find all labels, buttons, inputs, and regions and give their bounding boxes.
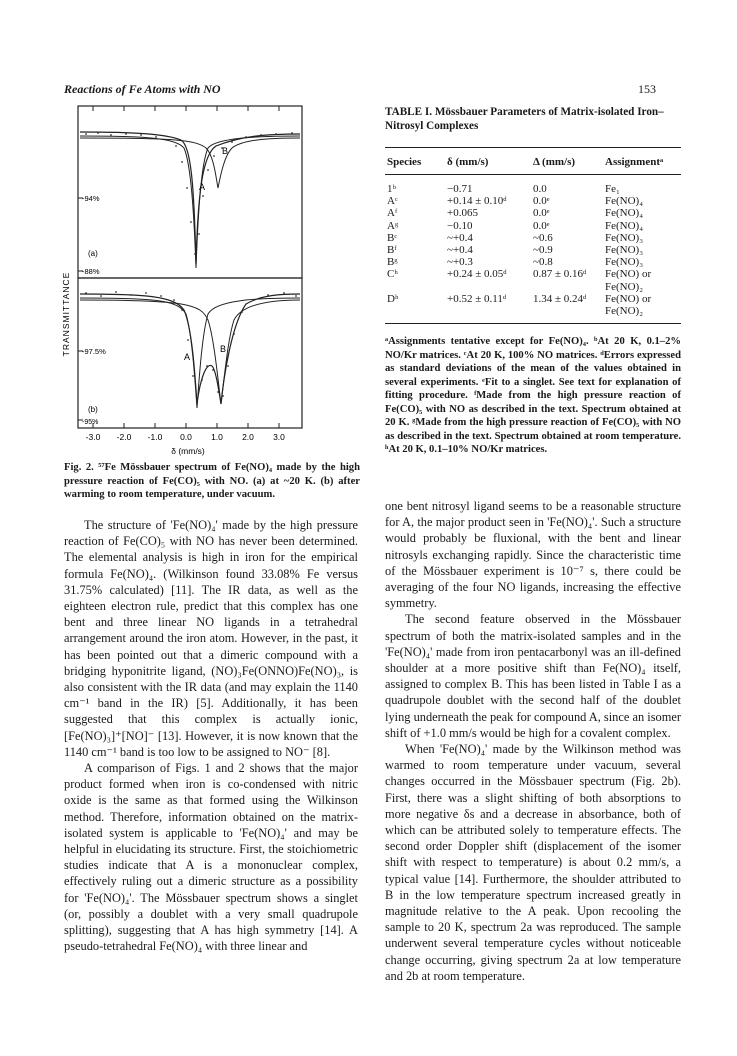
table-cell: 0.0ᵉ (533, 195, 550, 208)
table-cell: −0.71 (447, 183, 473, 195)
top-peak-B-label: B (222, 146, 229, 156)
table-cell: ~0.8 (533, 256, 553, 269)
table-header: δ (mm/s) (445, 148, 531, 175)
top-panel-tag: (a) (88, 249, 98, 258)
table-cell: +0.52 ± 0.11ᵈ (445, 293, 531, 324)
bottom-data-points (85, 291, 297, 401)
bottom-peak-B-label: B (220, 344, 227, 354)
right-column-text (385, 498, 681, 984)
table-cell: −0.10 (447, 219, 473, 232)
table-cell: Fe(NO) or Fe(NO)₂ (605, 268, 652, 293)
page-number: 153 (638, 82, 656, 96)
table-row (385, 220, 681, 232)
table-row (385, 195, 681, 207)
x-tick-labels (86, 432, 286, 442)
x-axis-label: δ (mm/s) (171, 446, 205, 456)
table-cell: 0.0ᵉ (533, 219, 550, 232)
table-cell: ~+0.4 (447, 231, 473, 244)
table-cell: Fe(NO)₃ (605, 231, 644, 244)
table-cell: Bᶠ (387, 244, 397, 257)
x-tick-label: 1.0 (211, 432, 223, 442)
top-level-upper: -94% (82, 194, 100, 203)
table-cell: ~+0.3 (447, 256, 473, 269)
paragraph: The second feature observed in the Mössbauer spectrum of both the matrix-isolated samples and in the 'Fe(NO)₄' made from iron pentacarbonyl was an ill-defined shoulder at a more positive shift than Fe(NO)₄ itself, assigned to complex B. This has been listed in Table I as a quadrupole doublet with the second half of the doublet lying underneath the peak for compound A, since an isomer shift of +1.0 mm/s would be high for a covalent complex. (385, 612, 681, 740)
table-cell: Fe(NO)₄ (605, 195, 644, 208)
table-row (385, 244, 681, 256)
mossbauer-table (385, 147, 681, 324)
caption-label: Fig. 2. (64, 462, 94, 473)
table-cell: +0.24 ± 0.05ᵈ (447, 268, 507, 281)
table-cell: Aᶠ (387, 207, 398, 220)
table-cell: 0.0 (533, 183, 547, 195)
table-cell: +0.065 (447, 207, 478, 220)
table-cell: ~0.6 (533, 231, 553, 244)
table-row (385, 293, 681, 324)
table-cell: ~0.9 (533, 244, 553, 257)
top-peak-A (80, 136, 300, 268)
bottom-fit-envelope (80, 294, 300, 404)
table-row (385, 207, 681, 219)
top-fit-envelope (80, 132, 300, 264)
bottom-peak-A-label: A (184, 352, 191, 362)
top-peak-A-label: A (199, 182, 206, 192)
mossbauer-figure (56, 104, 356, 464)
bottom-level-lower: -95% (82, 419, 99, 426)
top-level-lower: -88% (82, 267, 100, 276)
table-cell: Fe(NO)₃ (605, 244, 644, 257)
table-header: Assignmentᵃ (603, 148, 681, 175)
table-footnotes (385, 335, 681, 457)
table-cell: Cʰ (387, 268, 398, 281)
y-axis-label: TRANSMITTANCE (61, 271, 71, 357)
left-column-text (64, 517, 358, 954)
table-cell: Fe(NO)₄ (605, 219, 644, 232)
bottom-level-upper: -97.5% (82, 347, 106, 356)
table-cell: Aᶜ (387, 195, 398, 208)
table-cell: 0.87 ± 0.16ᵈ (533, 268, 587, 281)
top-ticks (78, 106, 279, 428)
table-row (385, 268, 681, 292)
table-cell: 1.34 ± 0.24ᵈ (531, 293, 603, 324)
table-cell: Fe(NO)₄ (605, 207, 644, 220)
table-cell: Dʰ (385, 293, 445, 324)
running-title: Reactions of Fe Atoms with NO (64, 82, 221, 96)
table-header-row (385, 148, 681, 175)
x-tick-label: -1.0 (147, 432, 163, 442)
figure-caption (64, 461, 360, 502)
paragraph: A comparison of Figs. 1 and 2 shows that the major product formed when iron is co-condensed with nitric oxide is the same as that formed using the Wilkinson method. Therefore, information obtained on the matrix-isolated system is applicable to 'Fe(NO)₄' and may be helpful in elucidating its structure. First, the stoichiometric studies indicate that A is a mononuclear complex, effectively ruling out a dimeric structure as a possibility for 'Fe(NO)₄'. The Mössbauer spectrum shows a singlet (or, possibly a doublet with a very small quadrupole splitting), suggesting that A has high symmetry [14]. A pseudo-tetrahedral Fe(NO)₄ with three linear and (64, 761, 358, 954)
table-row (385, 256, 681, 268)
table-cell: 1ᵇ (387, 183, 396, 195)
table-cell: +0.14 ± 0.10ᵈ (447, 195, 507, 208)
paragraph: one bent nitrosyl ligand seems to be a reasonable structure for A, the major product seen in 'Fe(NO)₄'. Such a structure would probably be fluxional, with the bent and linear nitrosyls exchanging rapidly. Since the characteristic time of the Mössbauer experiment is 10⁻⁷ s, there could be averaging of the four NO ligands, increasing the effective symmetry. (385, 499, 681, 611)
table-cell: Aᵍ (387, 219, 399, 232)
footnote-text: ᵃAssignments tentative except for Fe(NO)₄. ᵇAt 20 K, 0.1–2% NO/Kr matrices. ᶜAt 20 K, 100% NO matrices. ᵈErrors expressed as standard deviations of the mean of the values obtained in several experiments. ᵉFit to a singlet. See text for explanation of fitting procedure. ᶠMade from the high pressure reaction of Fe(CO)₅ with NO as described in the text. Spectrum obtained at 20 K. ᵍMade from the high pressure reaction of Fe(CO)₅ with NO as described in the text. Spectrum obtained at room temperature. ʰAt 20 K, 0.1–10% NO/Kr matrices. (385, 336, 681, 455)
x-tick-label: 3.0 (273, 432, 285, 442)
table-cell: ~+0.4 (447, 244, 473, 257)
table-cell: Fe(NO)₃ (605, 256, 644, 269)
table-cell: Fe(NO) or Fe(NO)₂ (603, 293, 681, 324)
x-tick-label: -3.0 (85, 432, 101, 442)
bottom-panel-tag: (b) (88, 405, 98, 414)
table-title: TABLE I. Mössbauer Parameters of Matrix-isolated Iron–Nitrosyl Complexes (385, 106, 664, 132)
table-header: Species (385, 148, 445, 175)
table-header: Δ (mm/s) (531, 148, 603, 175)
table-cell: Bᶜ (387, 231, 398, 244)
top-data-points (85, 132, 293, 255)
paragraph: The structure of 'Fe(NO)₄' made by the high pressure reaction of Fe(CO)₅ with NO has never been determined. The elemental analysis is high in iron for the empirical formula Fe(NO)₄. (Wilkinson found 33.08% Fe versus 31.75% calculated) [11]. The IR data, as well as the eighteen electron rule, predict that this complex has one bent and three linear NO ligands in a tetrahedral arrangement around the iron atom. However, in the past, it has been pointed out that a dimeric compound with a bridging hyponitrite ligand, (NO)₃Fe(ONNO)Fe(NO)₃, is also consistent with the IR data (and may explain the 1140 cm⁻¹ band in the IR) [5]. Additionally, it has been suggested that this complex is actually ionic, [Fe(NO)₃]⁺[NO]⁻ [13]. However, it is now known that the 1140 cm⁻¹ band is too low to be assigned to NO⁻ [8]. (64, 518, 358, 759)
table-row (385, 232, 681, 244)
table-cell: 0.0ᵉ (533, 207, 550, 220)
x-tick-label: 0.0 (180, 432, 192, 442)
caption-text: ⁵⁷Fe Mössbauer spectrum of Fe(NO)₄ made by the high pressure reaction of Fe(CO)₅ with NO. (a) at ~20 K. (b) after warming to room temperature, under vacuum. (64, 462, 360, 500)
paragraph: When 'Fe(NO)₄' made by the Wilkinson method was warmed to room temperature under vacuum, several changes occurred in the Mössbauer spectrum (Fig. 2b). First, there was a slight shifting of both absorptions to more negative δs and a decrease in absorbance, both of which can be attributed solely to temperature effects. The second order Doppler shift (displacement of the isomer shift with respect to temperature) is about 0.2 mm/s, a typical value [14]. Furthermore, the shoulder attributed to B in the low temperature spectrum increased greatly in magnitude relative to the A peak. Upon recooling the sample to 20 K, spectrum 2a was reproduced. The sample underwent several temperature cycles without noticeable change occurring, giving spectrum 2a at low temperature and 2b at room temperature. (385, 742, 681, 983)
table-cell: Fe₁ (605, 183, 620, 195)
table-row (385, 175, 681, 196)
x-tick-label: -2.0 (116, 432, 132, 442)
x-tick-label: 2.0 (242, 432, 254, 442)
table-cell: Bᵍ (387, 256, 398, 269)
